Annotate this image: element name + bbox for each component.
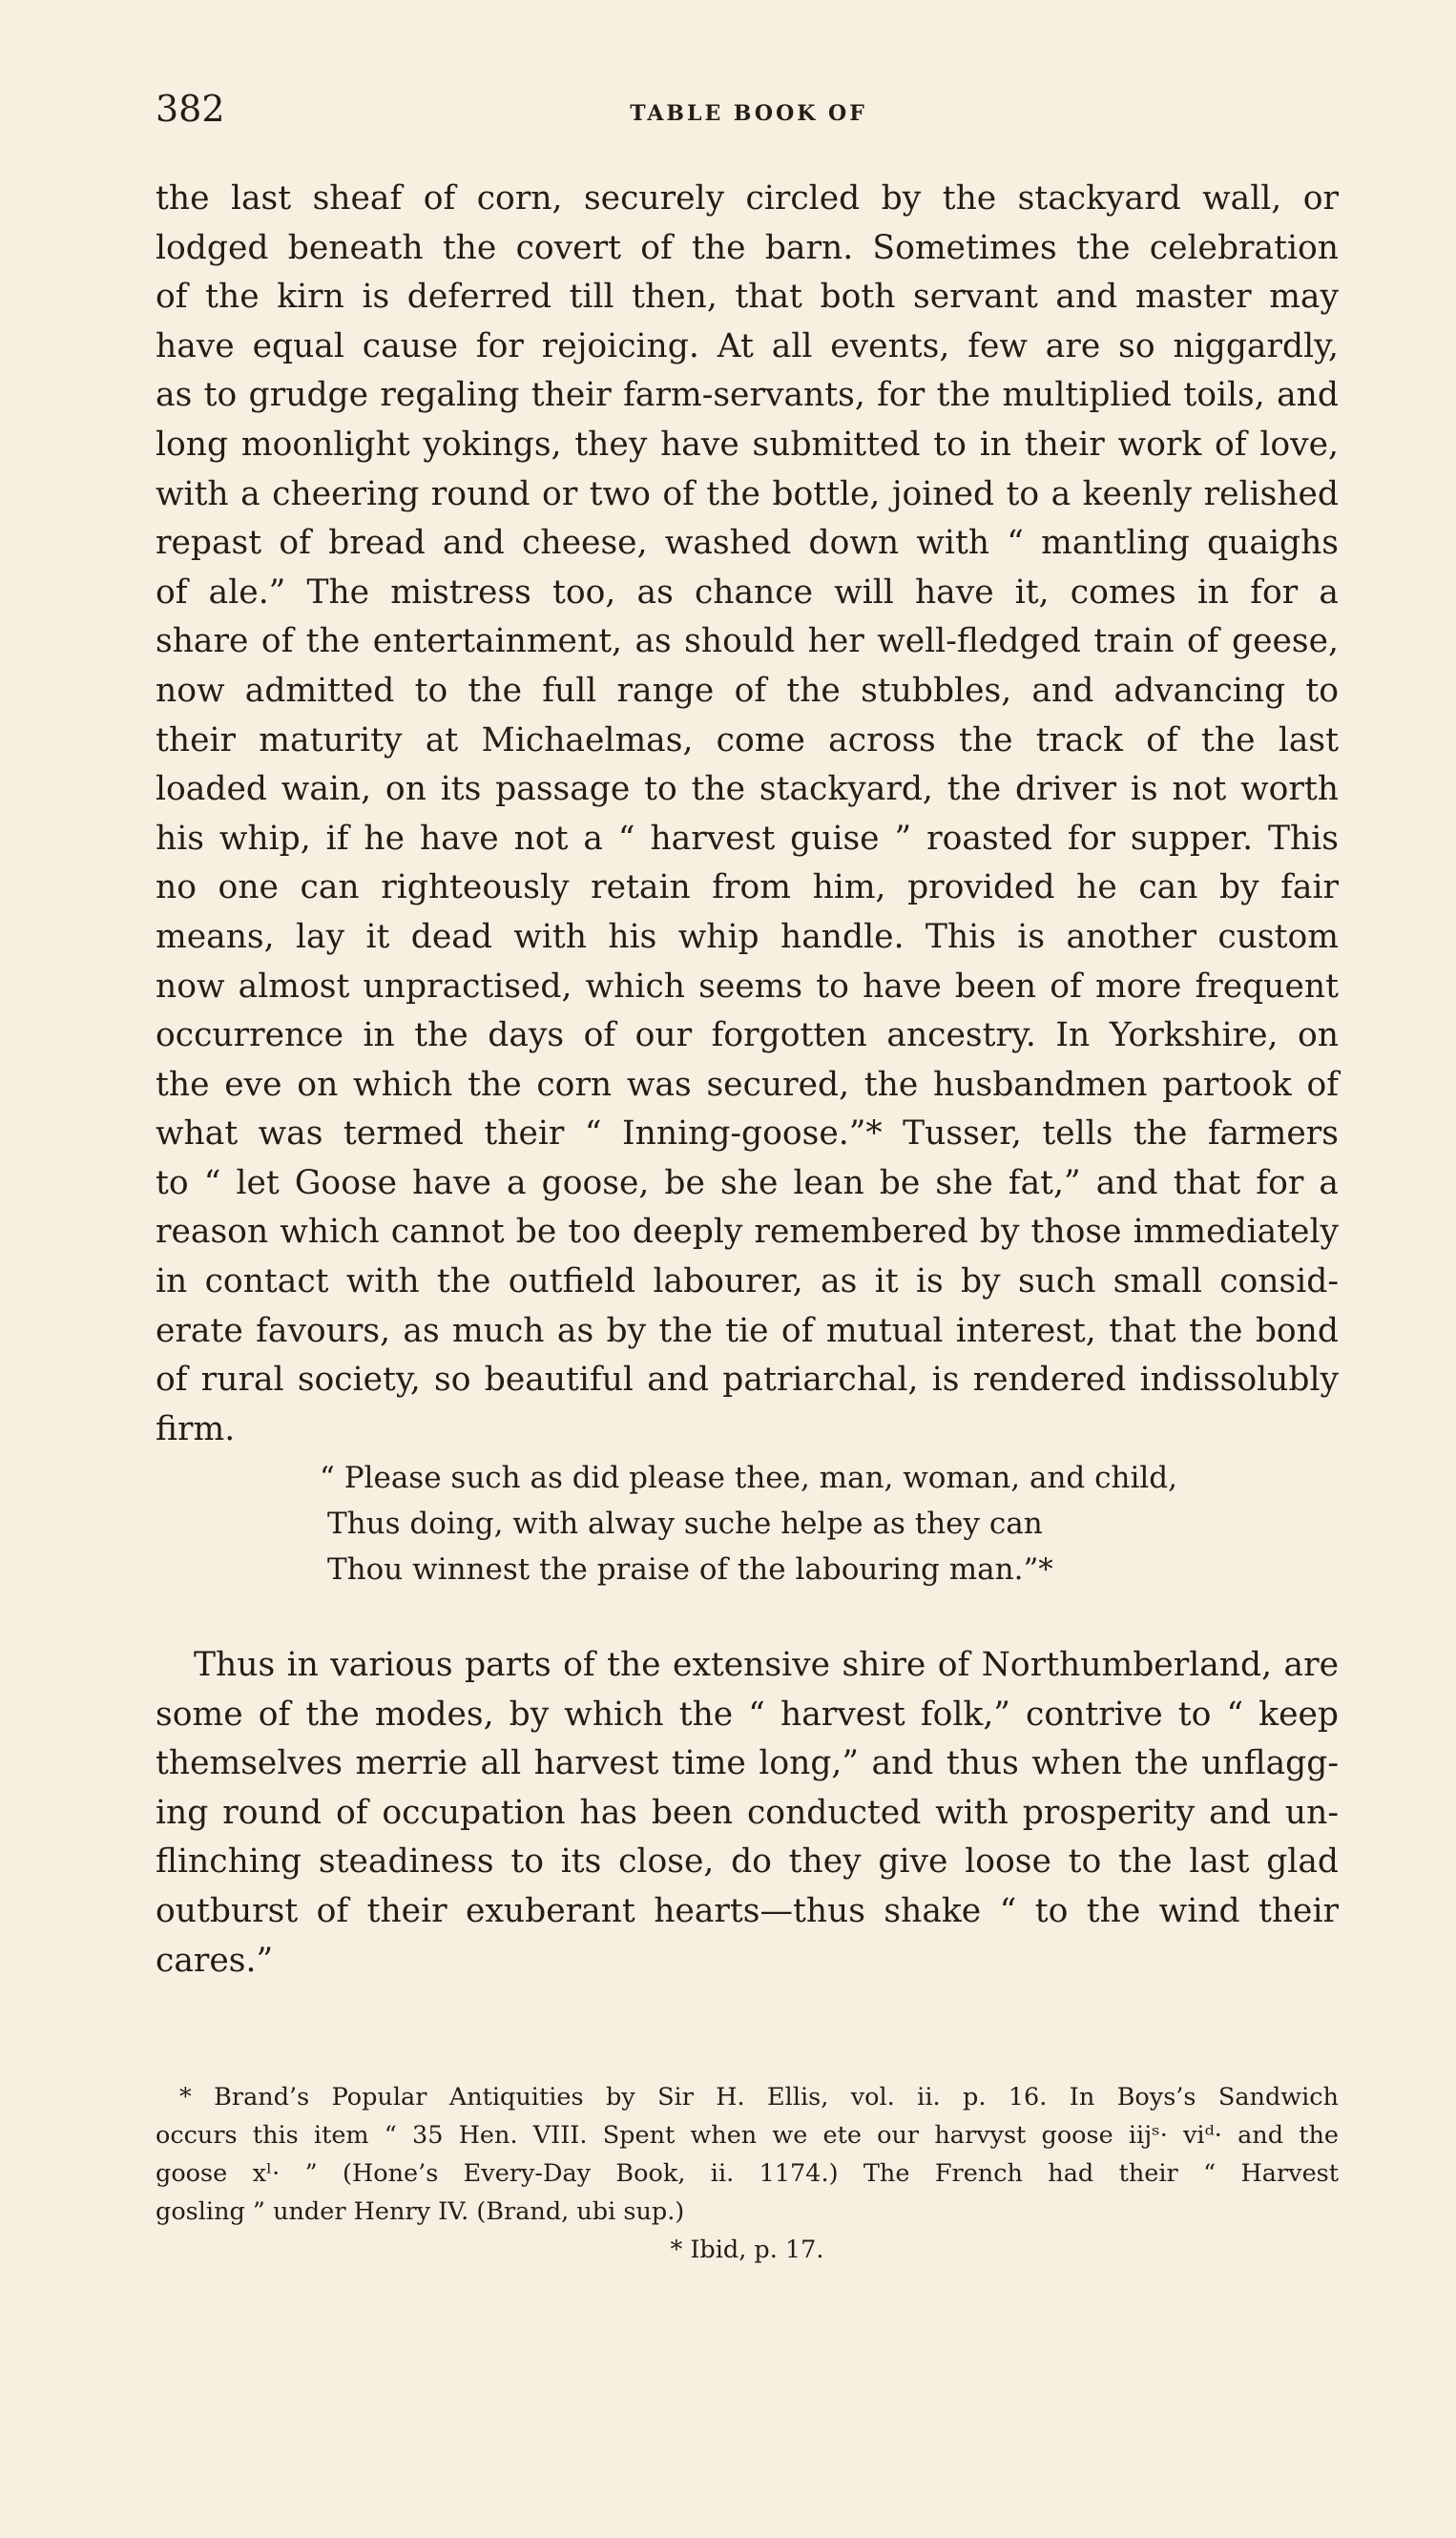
text-line: of ale.” The mistress too, as chance will have it, comes in for a [156, 572, 1339, 612]
text-line: outburst of their exuberant hearts—thus shake “ to the wind their [156, 1891, 1339, 1930]
text-line: of rural society, so beautiful and patriarchal, is rendered indissolubly [156, 1361, 1339, 1400]
verse-quotation [320, 1455, 1178, 1592]
text-line: flinching steadiness to its close, do they give loose to the last glad [156, 1842, 1339, 1882]
text-line: his whip, if he have not a “ harvest guise ” roasted for supper. This [156, 819, 1339, 858]
verse-line: Thou winnest the praise of the labouring man.”* [327, 1552, 1053, 1587]
footnote-line: goose xˡ· ” (Hone’s Every-Day Book, ii. 1174.) The French had their “ Harvest [156, 2159, 1339, 2188]
running-title: TABLE BOOK OF [630, 101, 867, 126]
text-line: to “ let Goose have a goose, be she lean be she fat,” and that for a [156, 1163, 1339, 1202]
text-line: themselves merrie all harvest time long,” and thus when the unflagg- [156, 1744, 1339, 1783]
text-line: occurrence in the days of our forgotten ancestry. In Yorkshire, on [156, 1016, 1339, 1055]
footnotes [156, 2078, 1339, 2269]
footnote-line: * Ibid, p. 17. [670, 2236, 824, 2264]
text-line: loaded wain, on its passage to the stackyard, the driver is not worth [156, 770, 1339, 809]
text-line: ing round of occupation has been conducted with prosperity and un- [156, 1793, 1339, 1832]
text-line: some of the modes, by which the “ harvest folk,” contrive to “ keep [156, 1695, 1339, 1734]
footnote-line: * Brand’s Popular Antiquities by Sir H. Ellis, vol. ii. p. 16. In Boys’s Sandwich [179, 2083, 1339, 2112]
text-line: cares.” [156, 1941, 274, 1980]
verse-line: “ Please such as did please thee, man, woman, and child, [320, 1461, 1177, 1495]
text-line: reason which cannot be too deeply remembered by those immediately [156, 1213, 1339, 1252]
page-header [156, 88, 1342, 145]
footnote-line: gosling ” under Henry IV. (Brand, ubi sup.) [156, 2197, 685, 2226]
text-line: as to grudge regaling their farm-servants, for the multiplied toils, and [156, 376, 1339, 415]
text-line: their maturity at Michaelmas, come across the track of the last [156, 720, 1339, 759]
paragraph-2 [156, 1641, 1339, 1986]
text-line: the eve on which the corn was secured, the husbandmen partook of [156, 1065, 1339, 1104]
text-line: erate favours, as much as by the tie of mutual interest, that the bond [156, 1311, 1339, 1350]
text-line: have equal cause for rejoicing. At all events, few are so niggardly, [156, 326, 1339, 365]
text-line: with a cheering round or two of the bottle, joined to a keenly relished [156, 474, 1339, 513]
text-line: means, lay it dead with his whip handle. This is another custom [156, 917, 1339, 956]
text-line: repast of bread and cheese, washed down with “ mantling quaighs [156, 524, 1339, 563]
footnote-line: occurs this item “ 35 Hen. VIII. Spent when we ete our harvyst goose iijˢ· viᵈ· and the [156, 2121, 1339, 2150]
text-line: now admitted to the full range of the stubbles, and advancing to [156, 671, 1339, 710]
text-line: lodged beneath the covert of the barn. Sometimes the celebration [156, 228, 1339, 267]
text-line: of the kirn is deferred till then, that both servant and master may [156, 278, 1339, 317]
text-line: now almost unpractised, which seems to have been of more frequent [156, 967, 1339, 1006]
text-line: share of the entertainment, as should her well-fledged train of geese, [156, 622, 1339, 661]
text-line: in contact with the outfield labourer, as it is by such small consid- [156, 1262, 1339, 1301]
paragraph-1 [156, 175, 1339, 1454]
text-line: no one can righteously retain from him, provided he can by fair [156, 868, 1339, 907]
verse-line: Thus doing, with alway suche helpe as they can [327, 1507, 1043, 1541]
page-number: 382 [156, 88, 225, 130]
text-line: firm. [156, 1409, 236, 1448]
text-line: what was termed their “ Inning-goose.”* Tusser, tells the farmers [156, 1114, 1339, 1154]
text-line: Thus in various parts of the extensive shire of Northumberland, are [194, 1646, 1339, 1684]
text-line: the last sheaf of corn, securely circled by the stackyard wall, or [156, 179, 1339, 218]
text-line: long moonlight yokings, they have submitted to in their work of love, [156, 425, 1339, 464]
